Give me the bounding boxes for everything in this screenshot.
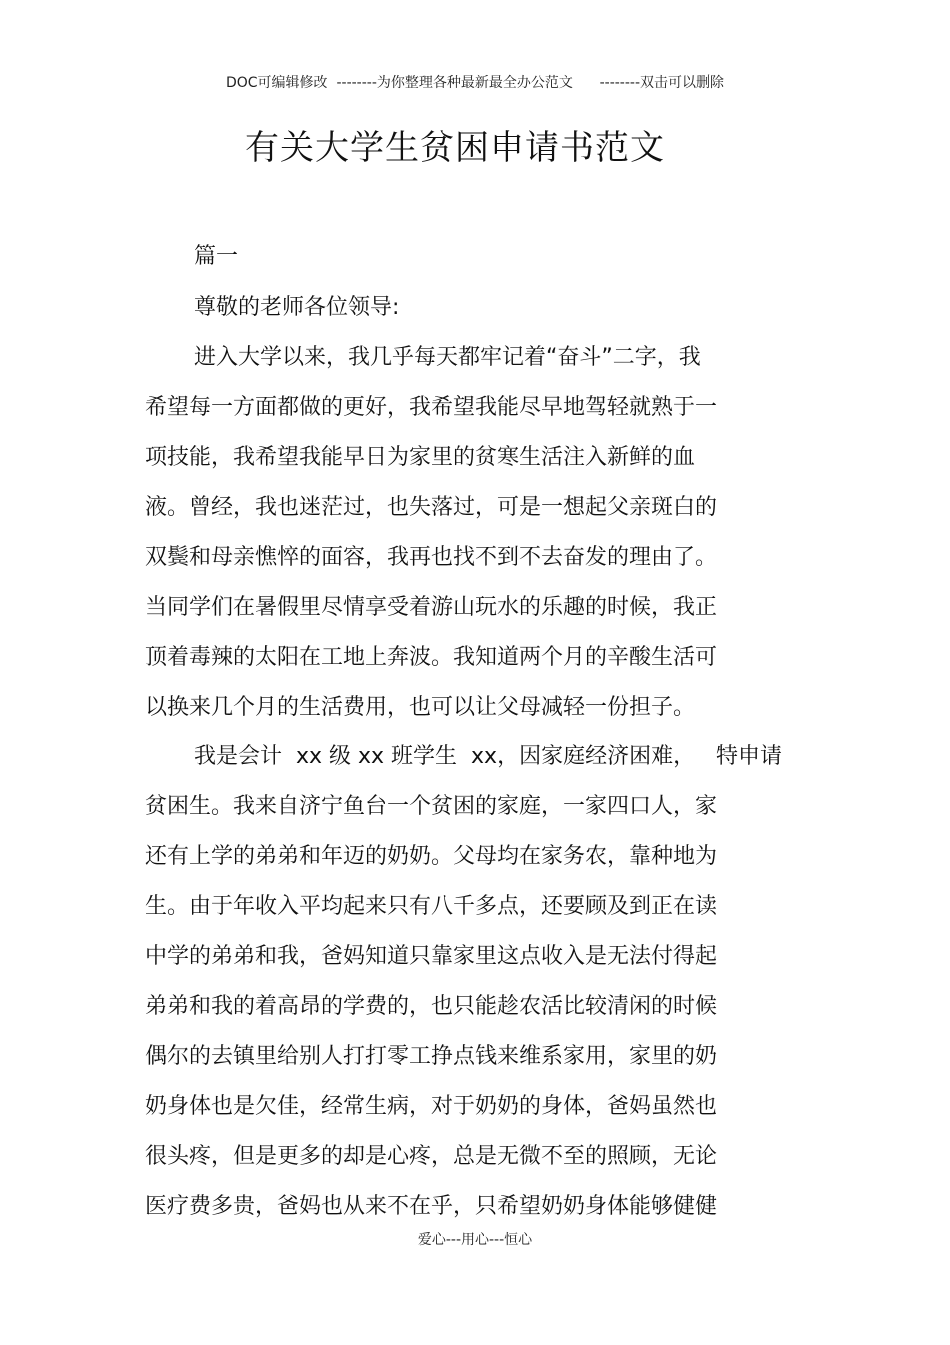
paragraph-line: 偶尔的去镇里给别人打打零工挣点钱来维系家用，家里的奶	[145, 1044, 718, 1069]
paragraph-line: 以换来几个月的生活费用，也可以让父母减轻一份担子。	[145, 695, 696, 720]
paragraph-line: 中学的弟弟和我，爸妈知道只靠家里这点收入是无法付得起	[145, 944, 718, 969]
header-left: DOC可编辑修改	[225, 75, 328, 91]
paragraph-line: 希望每一方面都做的更好，我希望我能尽早地驾轻就熟于一	[145, 395, 718, 420]
header-right: --------双击可以删除	[599, 75, 725, 91]
paragraph-line: 还有上学的弟弟和年迈的奶奶。父母均在家务农，靠种地为	[145, 844, 718, 869]
paragraph-line: 贫困生。我来自济宁鱼台一个贫困的家庭，一家四口人，家	[145, 794, 718, 819]
paragraph-line: 我是会计 xx 级 xx 班学生 xx，因家庭经济困难， 特申请	[194, 744, 783, 769]
header-middle: --------为你整理各种最新最全办公范文	[336, 75, 573, 91]
paragraph-line: 液。曾经，我也迷茫过，也失落过，可是一想起父亲斑白的	[145, 495, 718, 520]
paragraph-line: 进入大学以来，我几乎每天都牢记着“奋斗”二字，我	[194, 345, 701, 370]
document-title: 有关大学生贫困申请书范文	[245, 128, 665, 168]
paragraph-line: 生。由于年收入平均起来只有八千多点，还要顾及到正在读	[145, 894, 718, 919]
paragraph-line: 双鬓和母亲憔悴的面容，我再也找不到不去奋发的理由了。	[145, 545, 718, 570]
paragraph-line: 顶着毒辣的太阳在工地上奔波。我知道两个月的辛酸生活可	[145, 645, 718, 670]
salutation: 尊敬的老师各位领导:	[194, 295, 400, 320]
paragraph-line: 项技能，我希望我能早日为家里的贫寒生活注入新鲜的血	[145, 445, 696, 470]
paragraph-line: 很头疼，但是更多的却是心疼，总是无微不至的照顾，无论	[145, 1144, 718, 1169]
page-header	[0, 72, 950, 92]
page-footer: 爱心---用心---恒心	[417, 1232, 533, 1248]
paragraph-line: 弟弟和我的着高昂的学费的，也只能趁农活比较清闲的时候	[145, 994, 718, 1019]
paragraph-line: 奶身体也是欠佳，经常生病，对于奶奶的身体，爸妈虽然也	[145, 1094, 718, 1119]
paragraph-line: 医疗费多贵，爸妈也从来不在乎，只希望奶奶身体能够健健	[145, 1194, 718, 1219]
section-label: 篇一	[194, 244, 239, 269]
paragraph-line: 当同学们在暑假里尽情享受着游山玩水的乐趣的时候，我正	[145, 595, 718, 620]
